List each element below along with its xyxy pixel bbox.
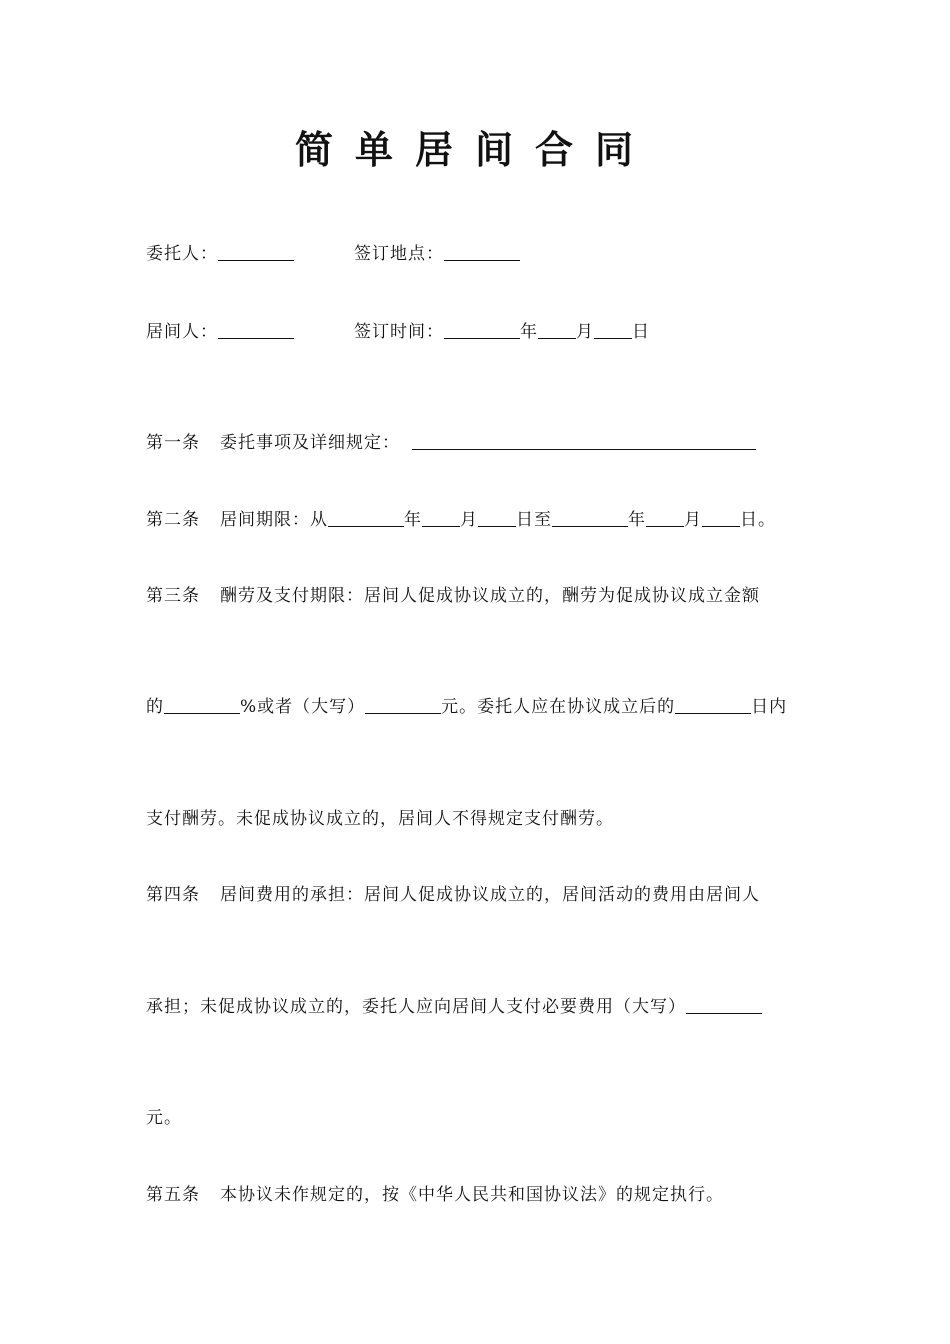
time-label: 签订时间： [354,322,444,342]
article-3-text-2d: 日内 [751,697,788,717]
article-3-text-2a: 的 [146,697,164,717]
article-1-number: 第一条 [146,433,200,453]
month-blank [538,322,576,339]
article-4-line-2 [146,997,762,1017]
article-1-text: 委托事项及详细规定： [220,433,400,453]
start-day-blank [478,510,516,527]
year-blank [444,322,520,339]
end-year-label: 年 [628,510,646,530]
expense-blank [686,997,762,1014]
article-5-text: 本协议未作规定的，按《中华人民共和国协议法》的规定执行。 [220,1185,724,1205]
article-3-text-2b: %或者（大写） [240,697,366,717]
article-2-number: 第二条 [146,510,200,530]
end-day-blank [702,510,740,527]
article-4-text-1: 居间费用的承担：居间人促成协议成立的，居间活动的费用由居间人 [220,885,760,905]
day-blank [594,322,632,339]
start-month-label: 月 [460,510,478,530]
article-2-from: 居间期限：从 [220,510,328,530]
day-label: 日 [632,322,650,342]
end-month-label: 月 [684,510,702,530]
amount-blank [365,697,441,714]
end-year-blank [552,510,628,527]
start-year-blank [328,510,404,527]
header-row-2 [146,322,650,342]
year-label: 年 [520,322,538,342]
article-5 [146,1185,724,1205]
start-day-label: 日至 [516,510,552,530]
broker-blank [218,322,294,339]
start-year-label: 年 [404,510,422,530]
article-4-number: 第四条 [146,885,200,905]
article-1-blank [412,433,756,450]
article-3-number: 第三条 [146,586,200,606]
percent-blank [164,697,240,714]
article-1 [146,433,756,453]
place-label: 签订地点： [354,244,444,264]
article-3-line-3: 支付酬劳。未促成协议成立的，居间人不得规定支付酬劳。 [146,809,614,829]
article-4-text-2: 承担；未促成协议成立的，委托人应向居间人支付必要费用（大写） [146,997,686,1017]
article-4-line-3: 元。 [146,1108,182,1128]
end-day-label: 日。 [740,510,776,530]
article-3-text-2c: 元。委托人应在协议成立后的 [441,697,676,717]
end-month-blank [646,510,684,527]
article-3-text-1: 酬劳及支付期限：居间人促成协议成立的，酬劳为促成协议成立金额 [220,586,760,606]
article-4-line-1 [146,885,760,905]
month-label: 月 [576,322,594,342]
start-month-blank [422,510,460,527]
article-3-line-1 [146,586,760,606]
broker-label: 居间人： [146,322,218,342]
article-2 [146,510,776,530]
document-title: 简单居间合同 [294,127,655,172]
article-3-line-2 [146,697,787,717]
place-blank [444,244,520,261]
client-blank [218,244,294,261]
client-label: 委托人： [146,244,218,264]
days-blank [675,697,751,714]
article-5-number: 第五条 [146,1185,200,1205]
header-row-1 [146,244,520,264]
